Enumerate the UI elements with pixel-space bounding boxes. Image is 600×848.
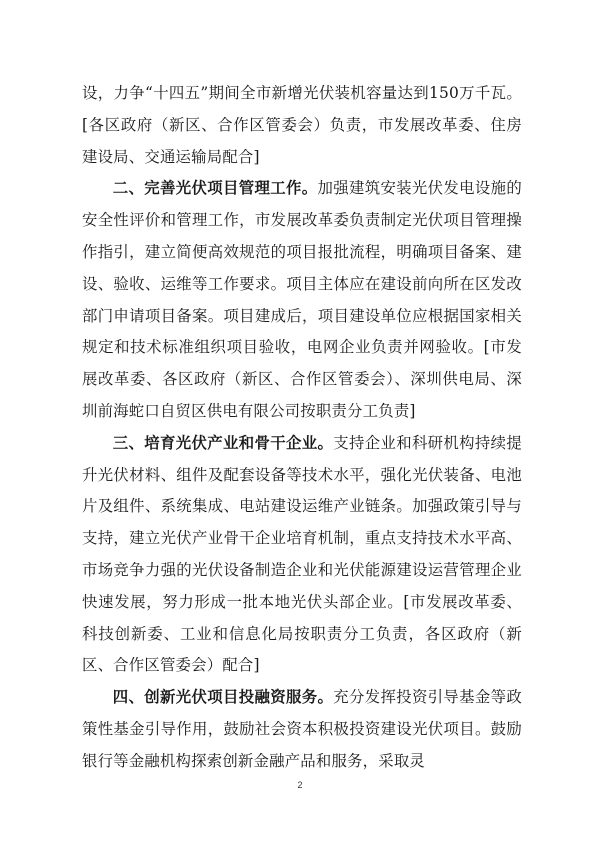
paragraph-text: 充分发挥投资引导基金等政策性基金引导作用，鼓励社会资本积极投资建设光伏项目。鼓励银行等金融机构探索创新金融产品和服务，采取灵 xyxy=(82,688,522,770)
paragraph-continuation xyxy=(82,78,522,173)
section-heading: 二、完善光伏项目管理工作。 xyxy=(112,179,318,198)
paragraph-section-2 xyxy=(82,173,522,427)
paragraph-text: 支持企业和科研机构持续提升光伏材料、组件及配套设备等技术水平，强化光伏装备、电池片及组件、系统集成、电站建设运维产业链条。加强政策引导与支持，建立光伏产业骨干企业培育机制，重点支持技术水平高、市场竞争力强的光伏设备制造企业和光伏能源建设运营管理企业快速发展，努力形成一批本地光伏头部企业。[市发展改革委、科技创新委、工业和信息化局按职责分工负责，各区政府（新区、合作区管委会）配合] xyxy=(82,433,522,675)
document-body xyxy=(82,78,522,778)
page-number: 2 xyxy=(297,780,303,790)
paragraph-section-3 xyxy=(82,428,522,682)
section-heading: 三、培育光伏产业和骨干企业。 xyxy=(112,433,334,452)
paragraph-text: 设，力争“十四五”期间全市新增光伏装机容量达到150万千瓦。[各区政府（新区、合作区管委会）负责，市发展改革委、住房建设局、交通运输局配合] xyxy=(82,84,522,166)
paragraph-section-4 xyxy=(82,682,522,777)
section-heading: 四、创新光伏项目投融资服务。 xyxy=(112,688,334,707)
paragraph-text: 加强建筑安装光伏发电设施的安全性评价和管理工作，市发展改革委负责制定光伏项目管理操作指引，建立简便高效规范的项目报批流程，明确项目备案、建设、验收、运维等工作要求。项目主体应在建设前向所在区发改部门申请项目备案。项目建成后，项目建设单位应根据国家相关规定和技术标准组织项目验收，电网企业负责并网验收。[市发展改革委、各区政府（新区、合作区管委会）、深圳供电局、深圳前海蛇口自贸区供电有限公司按职责分工负责] xyxy=(82,179,522,420)
